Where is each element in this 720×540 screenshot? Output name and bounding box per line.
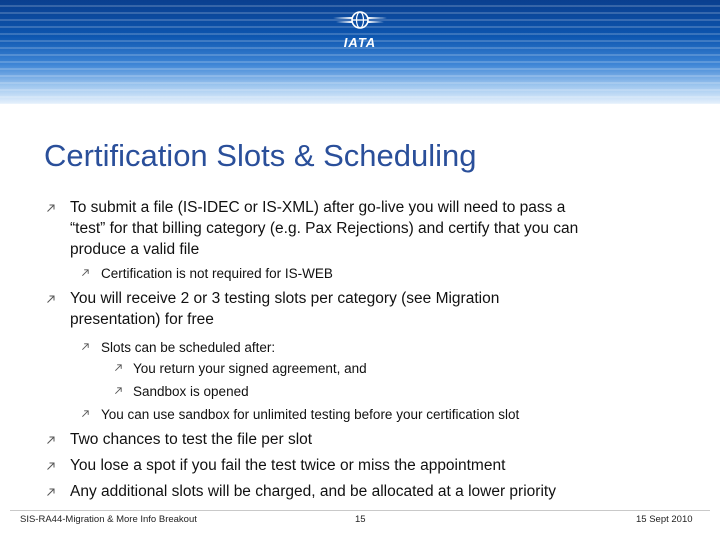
page-title: Certification Slots & Scheduling bbox=[44, 138, 477, 173]
logo-text: IATA bbox=[343, 35, 377, 50]
footer-page-number: 15 bbox=[355, 514, 366, 525]
bullet-line: You will receive 2 or 3 testing slots per category (see Migration bbox=[70, 290, 500, 307]
bullet-line: “test” for that billing category (e.g. Pax Rejections) and certify that you can bbox=[70, 220, 579, 237]
sub-bullet: Certification is not required for IS-WEB bbox=[101, 266, 333, 281]
sub-bullet: Slots can be scheduled after: bbox=[101, 340, 276, 355]
sub-bullet-arrow-icon bbox=[81, 409, 90, 418]
bullet-arrow-icon bbox=[46, 203, 56, 213]
bullet-line: You lose a spot if you fail the test twice or miss the appointment bbox=[70, 457, 506, 474]
bullet-line: presentation) for free bbox=[70, 311, 214, 328]
bullet-arrow-icon bbox=[46, 435, 56, 445]
sub-sub-bullet-arrow-icon bbox=[114, 363, 123, 372]
globe-wings-icon bbox=[329, 6, 391, 36]
sub-bullet-arrow-icon bbox=[81, 268, 90, 277]
footer-date: 15 Sept 2010 bbox=[636, 514, 693, 525]
sub-sub-bullet-arrow-icon bbox=[114, 386, 123, 395]
footer-presentation-name: SIS-RA44-Migration & More Info Breakout bbox=[20, 514, 197, 525]
sub-sub-bullet: Sandbox is opened bbox=[133, 384, 249, 399]
bullet-line: produce a valid file bbox=[70, 241, 200, 258]
sub-bullet-arrow-icon bbox=[81, 342, 90, 351]
header-banner bbox=[0, 0, 720, 104]
bullet-arrow-icon bbox=[46, 294, 56, 304]
bullet-line: Any additional slots will be charged, and be allocated at a lower priority bbox=[70, 483, 556, 500]
bullet-line: Two chances to test the file per slot bbox=[70, 431, 313, 448]
sub-bullet: You can use sandbox for unlimited testing before your certification slot bbox=[101, 407, 520, 422]
sub-sub-bullet: You return your signed agreement, and bbox=[133, 361, 367, 376]
bullet-arrow-icon bbox=[46, 487, 56, 497]
iata-logo bbox=[329, 6, 391, 52]
bullet-arrow-icon bbox=[46, 461, 56, 471]
bullet-line: To submit a file (IS-IDEC or IS-XML) after go-live you will need to pass a bbox=[70, 199, 566, 216]
